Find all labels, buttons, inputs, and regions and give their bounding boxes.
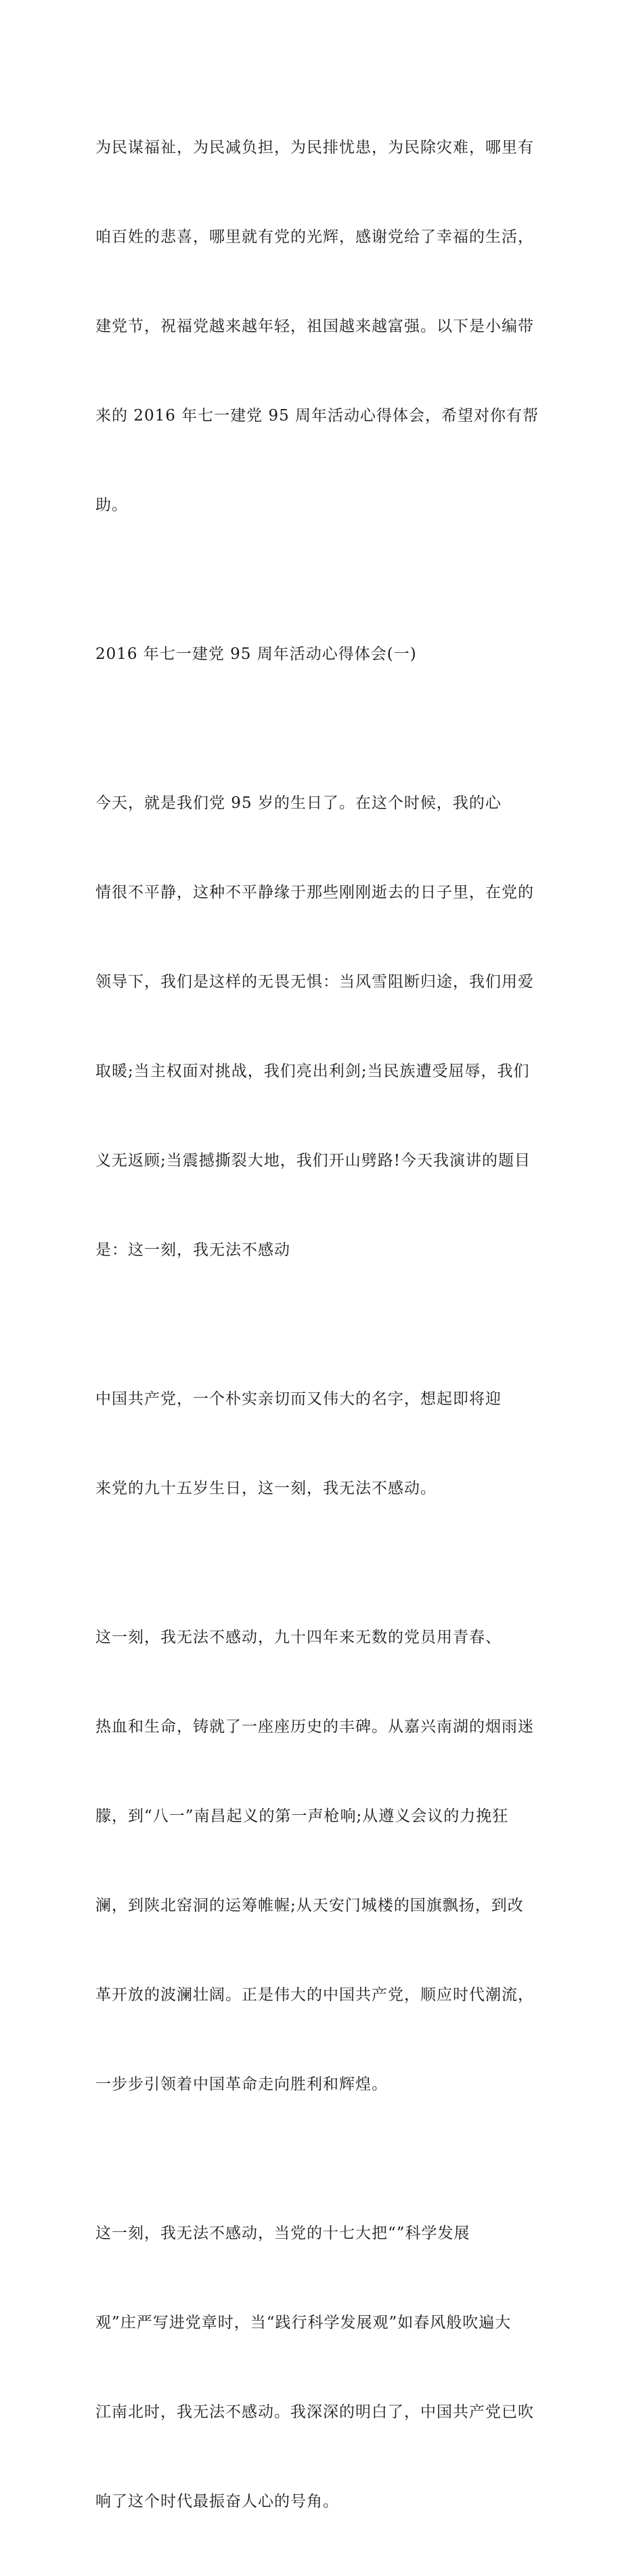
text-line: 革开放的波澜壮阔。正是伟大的中国共产党，顺应时代潮流，: [95, 1986, 534, 2004]
text-line: 澜，到陕北窑洞的运筹帷幄;从天安门城楼的国旗飘扬，到改: [95, 1897, 524, 1914]
paragraph-history: [95, 1563, 550, 2159]
document-body: [95, 73, 550, 2576]
text-line: 这一刻，我无法不感动，九十四年来无数的党员用青春、: [95, 1629, 502, 1646]
text-line: 取暖;当主权面对挑战，我们亮出利剑;当民族遭受屈辱，我们: [95, 1062, 530, 1080]
text-line: 建党节，祝福党越来越年轻，祖国越来越富强。以下是小编带: [95, 318, 534, 335]
heading-line: 2016 年七一建党 95 周年活动心得体会(一): [95, 645, 417, 663]
text-line: 中国共产党，一个朴实亲切而又伟大的名字，想起即将迎: [95, 1390, 502, 1408]
text-line: 领导下，我们是这样的无畏无惧：当风雪阻断归途，我们用爱: [95, 973, 534, 991]
text-line: 咱百姓的悲喜，哪里就有党的光辉，感谢党给了幸福的生活，: [95, 228, 534, 246]
section-heading: [95, 580, 550, 729]
text-line: 情很不平静，这种不平静缘于那些刚刚逝去的日子里，在党的: [95, 884, 534, 901]
text-line: 来的 2016 年七一建党 95 周年活动心得体会，希望对你有帮: [95, 407, 539, 425]
text-line: 是：这一刻，我无法不感动: [95, 1241, 290, 1259]
paragraph-party-name: [95, 1325, 550, 1563]
text-line: 一步步引领着中国革命走向胜利和辉煌。: [95, 2076, 388, 2093]
text-line: 观”庄严写进党章时，当“践行科学发展观”如春风般吹遍大: [95, 2314, 512, 2332]
text-line: 来党的九十五岁生日，这一刻，我无法不感动。: [95, 1480, 437, 1497]
text-line: 响了这个时代最振奋人心的号角。: [95, 2493, 339, 2510]
text-line: 江南北时，我无法不感动。我深深的明白了，中国共产党已吹: [95, 2403, 534, 2421]
text-line: 今天，就是我们党 95 岁的生日了。在这个时候，我的心: [95, 794, 502, 812]
text-line: 热血和生命，铸就了一座座历史的丰碑。从嘉兴南湖的烟雨迷: [95, 1718, 534, 1736]
text-line: 朦，到“八一”南昌起义的第一声枪响;从遵义会议的力挽狂: [95, 1807, 509, 1825]
text-line: 助。: [95, 496, 128, 514]
paragraph-development: [95, 2159, 550, 2576]
text-line: 义无返顾;当震撼撕裂大地，我们开山劈路!今天我演讲的题目: [95, 1152, 531, 1169]
text-line: 这一刻，我无法不感动，当党的十七大把“”科学发展: [95, 2225, 470, 2242]
paragraph-today: [95, 729, 550, 1325]
paragraph-intro: [95, 73, 550, 580]
text-line: 为民谋福祉，为民减负担，为民排忧患，为民除灾难，哪里有: [95, 139, 534, 156]
